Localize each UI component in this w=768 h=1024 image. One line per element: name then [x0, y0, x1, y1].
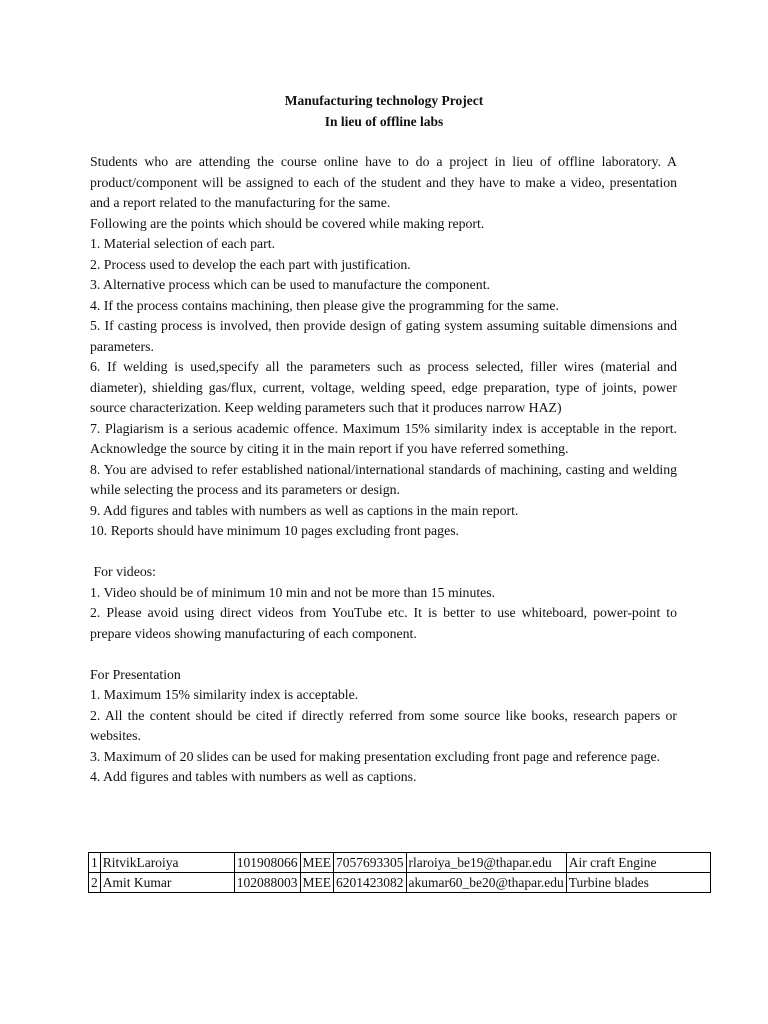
presentation-point: 2. All the content should be cited if directly referred from some source like books, research papers or websites. [90, 707, 677, 743]
video-point: 1. Video should be of minimum 10 min and not be more than 15 minutes. [90, 584, 496, 600]
report-intro: Following are the points which should be covered while making report. [90, 215, 485, 231]
document-title: Manufacturing technology Project [284, 93, 484, 108]
roll-number-cell: 101908066 [234, 853, 300, 873]
table-row [89, 873, 711, 893]
branch-cell: MEE [300, 873, 334, 893]
intro-paragraph: Students who are attending the course online have to do a project in lieu of offline laboratory. A product/component will be assigned to each of the student and they have to make a video, presentation and a report related to the manufacturing for the same. [90, 154, 677, 210]
report-point: 5. If casting process is involved, then provide design of gating system assuming suitable dimensions and parameters. [90, 318, 677, 354]
email-cell: rlaroiya_be19@thapar.edu [406, 853, 566, 873]
report-point: 9. Add figures and tables with numbers as well as captions in the main report. [90, 502, 519, 518]
table-row [89, 853, 711, 873]
report-point: 3. Alternative process which can be used to manufacture the component. [90, 277, 490, 292]
phone-cell: 6201423082 [334, 873, 407, 893]
video-point: 2. Please avoid using direct videos from YouTube etc. It is better to use whiteboard, power-point to prepare videos showing manufacturing of each component. [90, 605, 677, 641]
component-cell: Turbine blades [566, 873, 710, 893]
report-point: 6. If welding is used,specify all the parameters such as process selected, filler wires (material and diameter), shielding gas/flux, current, voltage, welding speed, edge preparation, type of joints, power source characterization. Keep welding parameters such that it produces narrow HAZ) [90, 359, 677, 415]
presentation-point: 3. Maximum of 20 slides can be used for making presentation excluding front page and reference page. [90, 748, 661, 764]
component-cell: Air craft Engine [566, 853, 710, 873]
presentation-point: 1. Maximum 15% similarity index is acceptable. [90, 687, 359, 702]
videos-heading: For videos: [90, 564, 156, 579]
name-cell: RitvikLaroiya [100, 853, 234, 873]
report-point: 8. You are advised to refer established national/international standards of machining, casting and welding while selecting the process and its parameters or design. [90, 461, 677, 497]
document-body [90, 152, 677, 788]
report-point: 7. Plagiarism is a serious academic offence. Maximum 15% similarity index is acceptable in the report. Acknowledge the source by citing it in the main report if you have referred something. [90, 420, 677, 456]
email-cell: akumar60_be20@thapar.edu [406, 873, 566, 893]
document-subtitle: In lieu of offline labs [324, 114, 444, 129]
presentation-point: 4. Add figures and tables with numbers as well as captions. [90, 769, 417, 784]
serial-cell: 1 [89, 853, 101, 873]
report-point: 1. Material selection of each part. [90, 236, 276, 251]
presentation-heading: For Presentation [90, 666, 181, 682]
branch-cell: MEE [300, 853, 334, 873]
report-point: 2. Process used to develop the each part with justification. [90, 256, 411, 272]
phone-cell: 7057693305 [334, 853, 407, 873]
student-assignment-table [88, 852, 711, 893]
report-point: 10. Reports should have minimum 10 pages excluding front pages. [90, 523, 460, 538]
serial-cell: 2 [89, 873, 101, 893]
name-cell: Amit Kumar [100, 873, 234, 893]
report-point: 4. If the process contains machining, then please give the programming for the same. [90, 297, 559, 313]
roll-number-cell: 102088003 [234, 873, 300, 893]
